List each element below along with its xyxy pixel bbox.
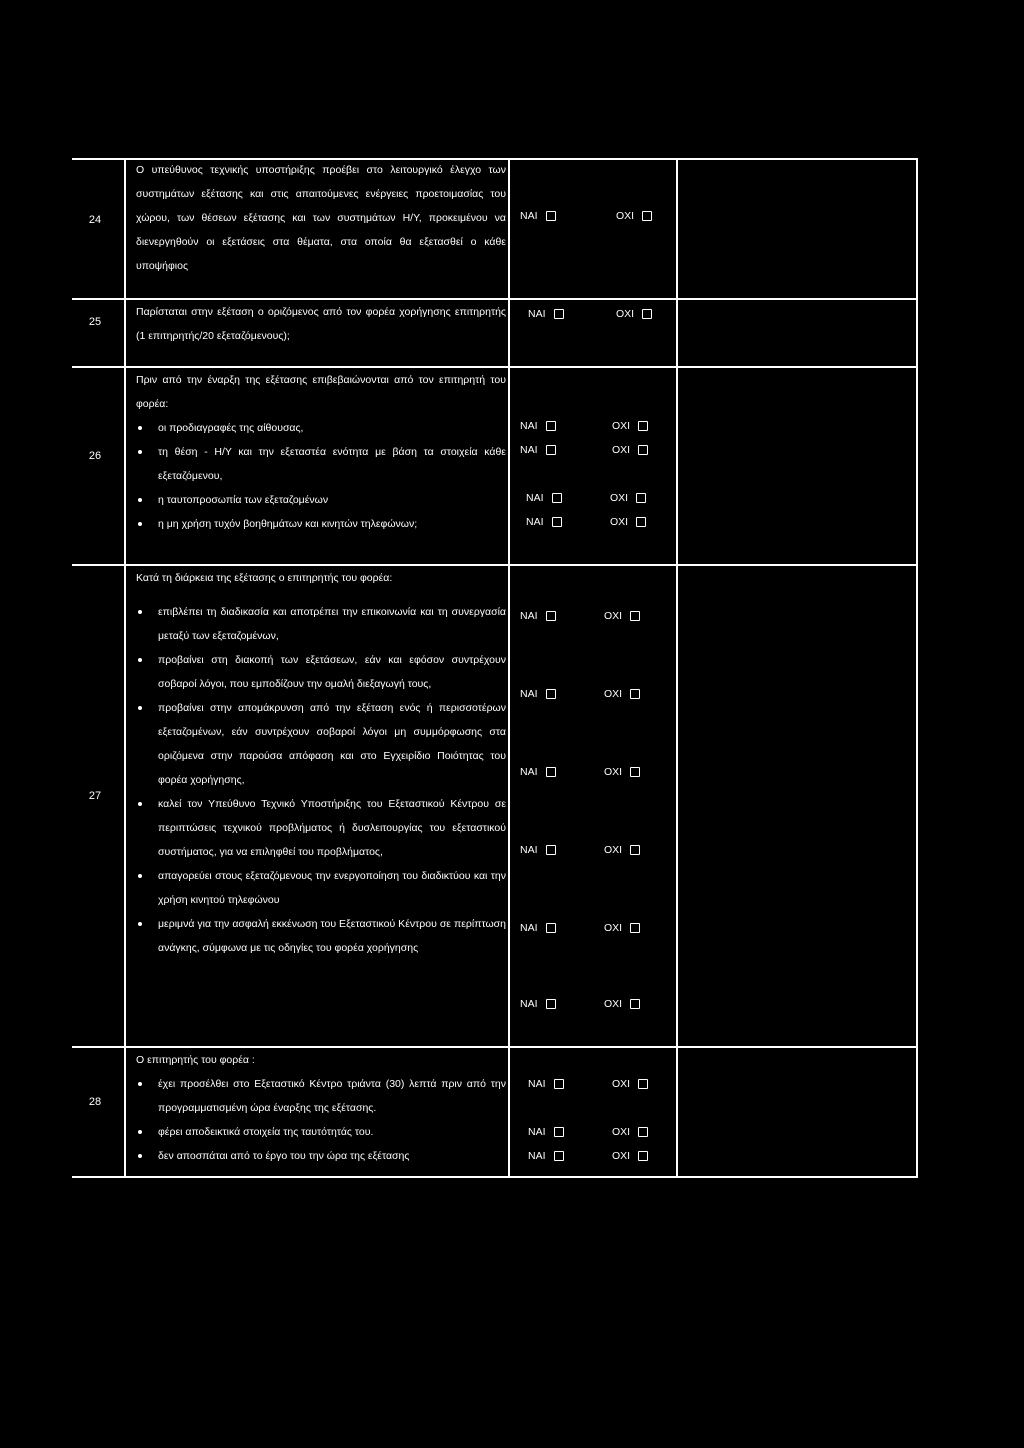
row-text	[136, 158, 506, 278]
checkbox-icon[interactable]	[638, 421, 648, 431]
no-label: ΟΧΙ	[612, 1126, 631, 1138]
checkbox-icon[interactable]	[642, 309, 652, 319]
no-option[interactable]	[612, 444, 648, 456]
checkbox-icon[interactable]	[552, 517, 562, 527]
yes-label: ΝΑΙ	[520, 420, 538, 432]
checkbox-icon[interactable]	[546, 767, 556, 777]
no-option[interactable]	[610, 492, 646, 504]
checkbox-icon[interactable]	[554, 1127, 564, 1137]
checklist-table	[72, 158, 918, 1180]
yes-option[interactable]	[520, 210, 556, 222]
row-number: 28	[88, 1096, 102, 1108]
no-label: ΟΧΙ	[612, 1150, 631, 1162]
yes-option[interactable]	[528, 1150, 564, 1162]
column-divider	[124, 158, 126, 1178]
row-text	[136, 300, 506, 348]
list-item: καλεί τον Υπεύθυνο Τεχνικό Υποστήριξης του Εξεταστικού Κέντρου σε περιπτώσεις τεχνικού προβλήματος ή δυσλειτουργίας του εξεταστικού συστήματος, για να επιληφθεί του προβλήματος,	[136, 792, 506, 864]
no-option[interactable]	[604, 610, 640, 622]
yes-option[interactable]	[520, 922, 556, 934]
row-intro: Ο επιτηρητής του φορέα :	[136, 1054, 255, 1066]
no-option[interactable]	[616, 210, 652, 222]
no-option[interactable]	[612, 420, 648, 432]
yes-label: ΝΑΙ	[520, 210, 538, 222]
checkbox-icon[interactable]	[630, 689, 640, 699]
no-label: ΟΧΙ	[612, 1078, 631, 1090]
yes-label: ΝΑΙ	[528, 1150, 546, 1162]
row-description: Παρίσταται στην εξέταση ο οριζόμενος από τον φορέα χορήγησης επιτηρητής (1 επιτηρητής/20 εξεταζόμενους);	[136, 306, 506, 342]
list-item: προβαίνει στην απομάκρυνση από την εξέταση ενός ή περισσοτέρων εξεταζομένων, εάν συντρέχουν σοβαροί λόγοι μη συμμόρφωσης στα οριζόμενα στην παρούσα απόφαση και στο Εγχειρίδιο Ποιότητας του φορέα χορήγησης,	[136, 696, 506, 792]
list-item: η μη χρήση τυχόν βοηθημάτων και κινητών τηλεφώνων;	[136, 512, 506, 536]
no-option[interactable]	[612, 1126, 648, 1138]
yes-label: ΝΑΙ	[520, 610, 538, 622]
yes-option[interactable]	[520, 610, 556, 622]
checkbox-icon[interactable]	[554, 1079, 564, 1089]
row-text	[136, 1048, 506, 1168]
yes-option[interactable]	[528, 1126, 564, 1138]
yes-option[interactable]	[520, 420, 556, 432]
no-option[interactable]	[616, 308, 652, 320]
yes-label: ΝΑΙ	[520, 444, 538, 456]
checkbox-icon[interactable]	[636, 493, 646, 503]
list-item: απαγορεύει στους εξεταζόμενους την ενεργοποίηση του διαδικτύου και την χρήση κινητού τηλεφώνου	[136, 864, 506, 912]
list-item: οι προδιαγραφές της αίθουσας,	[136, 416, 506, 440]
yes-label: ΝΑΙ	[526, 492, 544, 504]
checkbox-icon[interactable]	[546, 923, 556, 933]
yes-label: ΝΑΙ	[520, 766, 538, 778]
list-item: η ταυτοπροσωπία των εξεταζομένων	[136, 488, 506, 512]
yes-label: ΝΑΙ	[526, 516, 544, 528]
no-label: ΟΧΙ	[612, 444, 631, 456]
checkbox-icon[interactable]	[636, 517, 646, 527]
no-label: ΟΧΙ	[604, 688, 623, 700]
list-item: τη θέση - Η/Υ και την εξεταστέα ενότητα με βάση τα στοιχεία κάθε εξεταζόμενου,	[136, 440, 506, 488]
column-divider	[676, 158, 678, 1178]
table-border-bottom	[72, 1176, 918, 1178]
list-item: φέρει αποδεικτικά στοιχεία της ταυτότητάς του.	[136, 1120, 506, 1144]
row-description: Ο υπεύθυνος τεχνικής υποστήριξης προέβει στο λειτουργικό έλεγχο των συστημάτων εξέτασης και στις απαιτούμενες ενέργειες προετοιμασίας του χώρου, των θέσεων εξέτασης και των συστημάτων Η/Υ, προκειμένου να διενεργηθούν οι εξετάσεις στα θέματα, στα οποία θα εξετασθεί ο κάθε υποψήφιος	[136, 164, 506, 272]
yes-label: ΝΑΙ	[528, 308, 546, 320]
yes-option[interactable]	[526, 516, 562, 528]
yes-label: ΝΑΙ	[520, 844, 538, 856]
row-number: 25	[88, 316, 102, 328]
checkbox-icon[interactable]	[638, 445, 648, 455]
no-label: ΟΧΙ	[604, 922, 623, 934]
checkbox-icon[interactable]	[554, 1151, 564, 1161]
yes-option[interactable]	[520, 998, 556, 1010]
yes-label: ΝΑΙ	[520, 922, 538, 934]
no-option[interactable]	[612, 1150, 648, 1162]
no-label: ΟΧΙ	[612, 420, 631, 432]
checkbox-icon[interactable]	[638, 1127, 648, 1137]
checkbox-icon[interactable]	[554, 309, 564, 319]
yes-option[interactable]	[520, 688, 556, 700]
yes-option[interactable]	[520, 844, 556, 856]
yes-label: ΝΑΙ	[520, 998, 538, 1010]
checkbox-icon[interactable]	[546, 421, 556, 431]
checkbox-icon[interactable]	[552, 493, 562, 503]
checkbox-icon[interactable]	[630, 845, 640, 855]
row-intro: Πριν από την έναρξη της εξέτασης επιβεβαιώνονται από τον επιτηρητή του φορέα:	[136, 374, 506, 410]
row-text	[136, 566, 506, 960]
no-label: ΟΧΙ	[610, 492, 629, 504]
checkbox-icon[interactable]	[630, 999, 640, 1009]
checkbox-icon[interactable]	[630, 767, 640, 777]
checkbox-icon[interactable]	[546, 999, 556, 1009]
checkbox-icon[interactable]	[546, 845, 556, 855]
row-number: 26	[88, 450, 102, 462]
list-item: έχει προσέλθει στο Εξεταστικό Κέντρο τριάντα (30) λεπτά πριν από την προγραμματισμένη ώρα έναρξης της εξέτασης.	[136, 1072, 506, 1120]
checkbox-icon[interactable]	[546, 445, 556, 455]
row-number: 27	[88, 790, 102, 802]
no-option[interactable]	[604, 844, 640, 856]
no-label: ΟΧΙ	[604, 766, 623, 778]
no-label: ΟΧΙ	[610, 516, 629, 528]
no-label: ΟΧΙ	[604, 844, 623, 856]
yes-option[interactable]	[526, 492, 562, 504]
checkbox-icon[interactable]	[638, 1079, 648, 1089]
yes-option[interactable]	[520, 444, 556, 456]
checkbox-icon[interactable]	[546, 611, 556, 621]
yes-label: ΝΑΙ	[528, 1078, 546, 1090]
list-item: προβαίνει στη διακοπή των εξετάσεων, εάν και εφόσον συντρέχουν σοβαροί λόγοι, που εμποδίζουν την ομαλή διεξαγωγή τους,	[136, 648, 506, 696]
yes-label: ΝΑΙ	[520, 688, 538, 700]
row-number: 24	[88, 214, 102, 226]
list-item: επιβλέπει τη διαδικασία και αποτρέπει την επικοινωνία και τη συνεργασία μεταξύ των εξεταζομένων,	[136, 600, 506, 648]
no-label: ΟΧΙ	[616, 308, 635, 320]
no-option[interactable]	[604, 766, 640, 778]
checkbox-icon[interactable]	[630, 923, 640, 933]
checkbox-icon[interactable]	[642, 211, 652, 221]
no-option[interactable]	[604, 688, 640, 700]
list-item: δεν αποσπάται από το έργο του την ώρα της εξέτασης	[136, 1144, 506, 1168]
table-border-right	[916, 158, 918, 1178]
yes-option[interactable]	[528, 1078, 564, 1090]
checkbox-icon[interactable]	[630, 611, 640, 621]
no-label: ΟΧΙ	[616, 210, 635, 222]
checkbox-icon[interactable]	[546, 211, 556, 221]
no-option[interactable]	[610, 516, 646, 528]
checkbox-icon[interactable]	[546, 689, 556, 699]
no-option[interactable]	[604, 998, 640, 1010]
yes-option[interactable]	[528, 308, 564, 320]
column-divider	[508, 158, 510, 1178]
no-option[interactable]	[604, 922, 640, 934]
row-text	[136, 368, 506, 536]
no-label: ΟΧΙ	[604, 998, 623, 1010]
row-intro: Κατά τη διάρκεια της εξέτασης ο επιτηρητής του φορέα:	[136, 572, 393, 584]
list-item: μεριμνά για την ασφαλή εκκένωση του Εξεταστικού Κέντρου σε περίπτωση ανάγκης, σύμφωνα με τις οδηγίες του φορέα χορήγησης	[136, 912, 506, 960]
no-option[interactable]	[612, 1078, 648, 1090]
yes-label: ΝΑΙ	[528, 1126, 546, 1138]
yes-option[interactable]	[520, 766, 556, 778]
checkbox-icon[interactable]	[638, 1151, 648, 1161]
no-label: ΟΧΙ	[604, 610, 623, 622]
